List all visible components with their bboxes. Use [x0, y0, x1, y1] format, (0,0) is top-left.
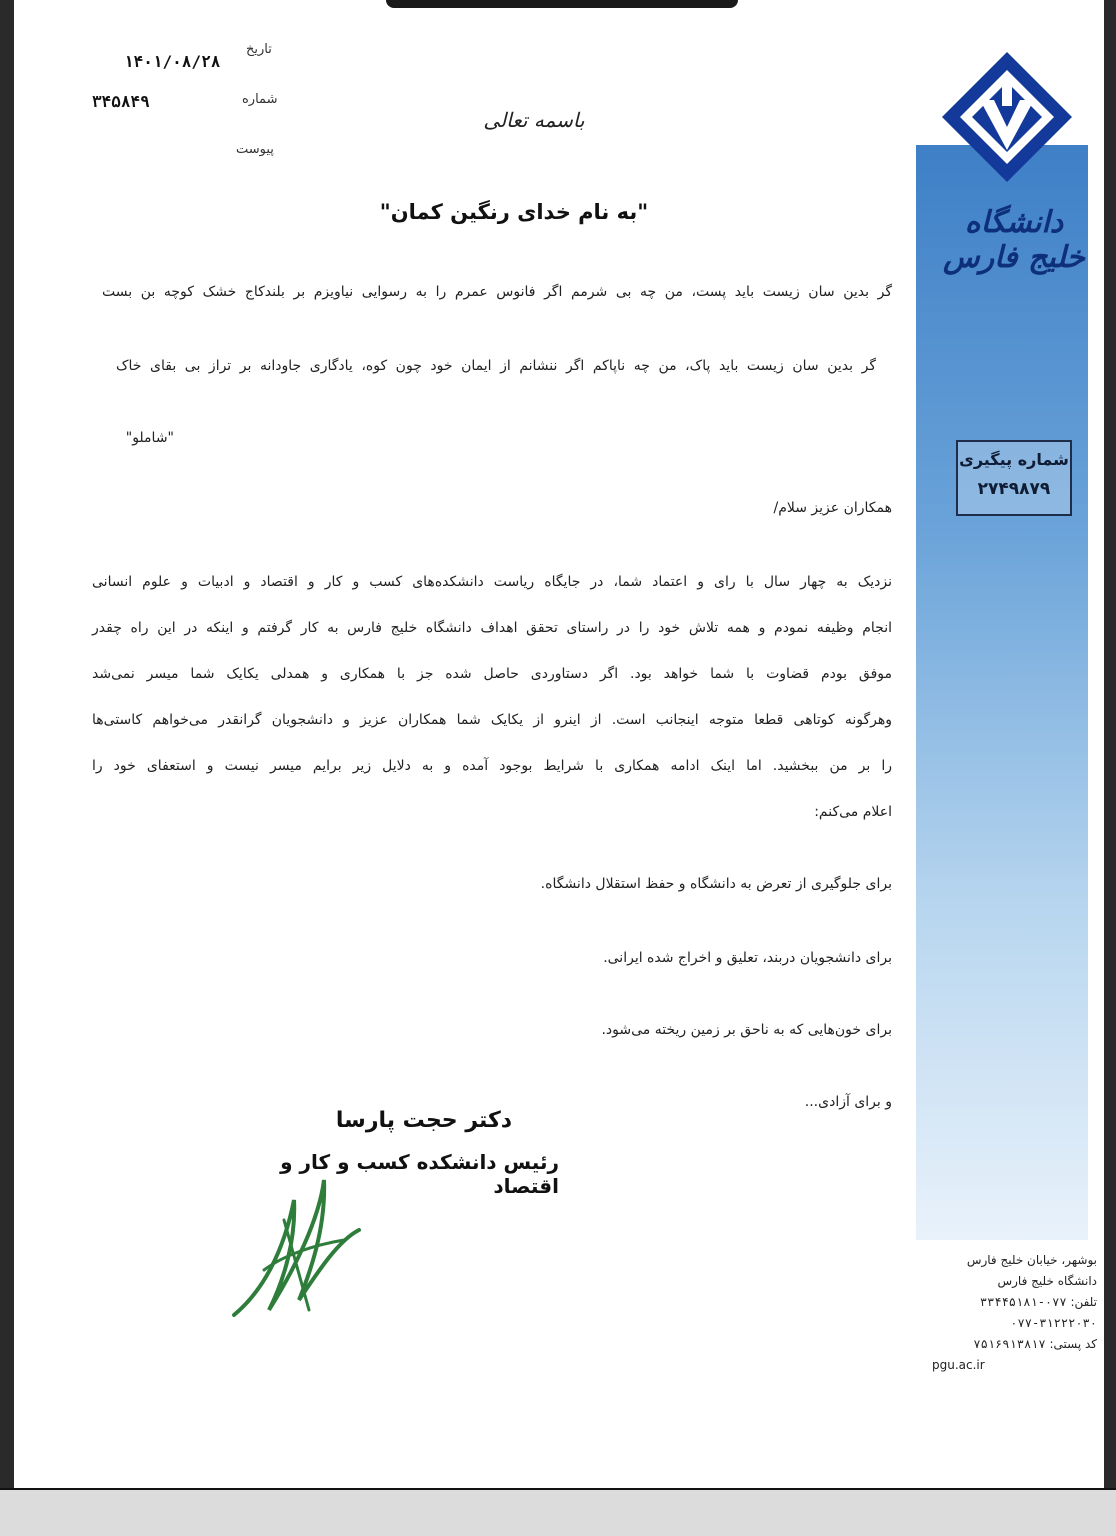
letter-page	[14, 0, 1104, 1490]
address-org: دانشگاه خلیج فارس	[997, 1274, 1097, 1288]
university-name: دانشگاه خلیج فارس	[943, 205, 1085, 275]
reason-item: و برای آزادی...	[804, 1094, 892, 1110]
signatory-title: رئیس دانشکده کسب و کار و اقتصاد	[280, 1150, 559, 1198]
body-line: انجام وظیفه نمودم و همه تلاش خود را در راستای تحقق اهداف دانشگاه خلیج فارس به کار گرفتم و اینکه در این راه چقدر	[92, 620, 892, 636]
body-line-last: اعلام می‌کنم:	[814, 804, 892, 820]
date-value: ۱۴۰۱/۰۸/۲۸	[124, 52, 221, 71]
phone-number: ۰۷۷-۳۳۴۴۵۱۸۱	[979, 1295, 1067, 1309]
letter-title: "به نام خدای رنگین کمان"	[379, 200, 649, 224]
body-line: موفق بودم قضاوت با شما خواهد بود. اگر دستاوردی حاصل شده جز با همکاری و همدلی یکایک شما میسر نمی‌شد	[92, 666, 892, 682]
body-line: را بر من ببخشید. اما اینک ادامه همکاری با شرایط بوجود آمده و به دلایل زیر برایم میسر نیست و استعفای خود را	[92, 758, 892, 774]
address-phone-2	[932, 1313, 1097, 1334]
tracking-number-box	[956, 440, 1072, 516]
reason-item: برای دانشجویان دربند، تعلیق و اخراج شده ایرانی.	[603, 950, 892, 966]
phone-label: تلفن:	[1070, 1295, 1097, 1309]
address-block	[932, 1250, 1097, 1376]
poem-line-2: گر بدین سان زیست باید پاک، من چه ناپاکم اگر ننشانم از ایمان خود چون کوه، یادگاری جاودانه بر تراز بی بقای خاک	[116, 358, 876, 374]
poet-name: "شاملو"	[125, 430, 174, 446]
invocation: باسمه تعالی	[483, 108, 585, 132]
tracking-number: ۲۷۴۹۸۷۹	[977, 479, 1051, 499]
top-bar	[386, 0, 738, 8]
body-line: وهرگونه کوتاهی قطعا متوجه اینجانب است. از اینرو از یکایک شما همکاران عزیز و دانشجویان گرانقدر می‌خواهم کاستی‌ها	[92, 712, 892, 728]
number-value: ۳۴۵۸۴۹	[92, 92, 150, 111]
date-label: تاریخ	[246, 42, 272, 57]
signatory-name: دکتر حجت پارسا	[335, 1108, 513, 1133]
website: pgu.ac.ir	[932, 1358, 985, 1372]
university-logo-icon	[932, 42, 1082, 202]
signature-icon	[224, 1160, 374, 1330]
attachment-label: پیوست	[236, 142, 274, 157]
phone-number: ۰۷۷-۳۱۲۲۲۰۳۰	[1010, 1316, 1097, 1330]
reason-item: برای جلوگیری از تعرض به دانشگاه و حفظ استقلال دانشگاه.	[540, 876, 892, 892]
body-line: نزدیک به چهار سال با رای و اعتماد شما، در جایگاه ریاست دانشکده‌های کسب و کار و اقتصاد و ادبیات و علوم انسانی	[92, 574, 892, 590]
address-street: بوشهر، خیابان خلیج فارس	[966, 1253, 1097, 1267]
number-label: شماره	[242, 92, 278, 107]
letterhead-blue-band	[916, 145, 1088, 1240]
address-phone	[932, 1292, 1097, 1313]
reason-item: برای خون‌هایی که به ناحق بر زمین ریخته می‌شود.	[601, 1022, 892, 1038]
address-postal	[932, 1334, 1097, 1355]
tracking-label: شماره پیگیری	[959, 450, 1069, 469]
poem-line-1: گر بدین سان زیست باید پست، من چه بی شرمم اگر فانوس عمرم را به رسوایی نیاویزم بر بلندکاج خشک کوچه بن بست	[102, 284, 892, 300]
postal-code: ۷۵۱۶۹۱۳۸۱۷	[973, 1337, 1046, 1351]
postal-label: کد پستی:	[1049, 1337, 1097, 1351]
bottom-strip	[0, 1490, 1116, 1536]
greeting: همکاران عزیز سلام/	[773, 500, 892, 516]
